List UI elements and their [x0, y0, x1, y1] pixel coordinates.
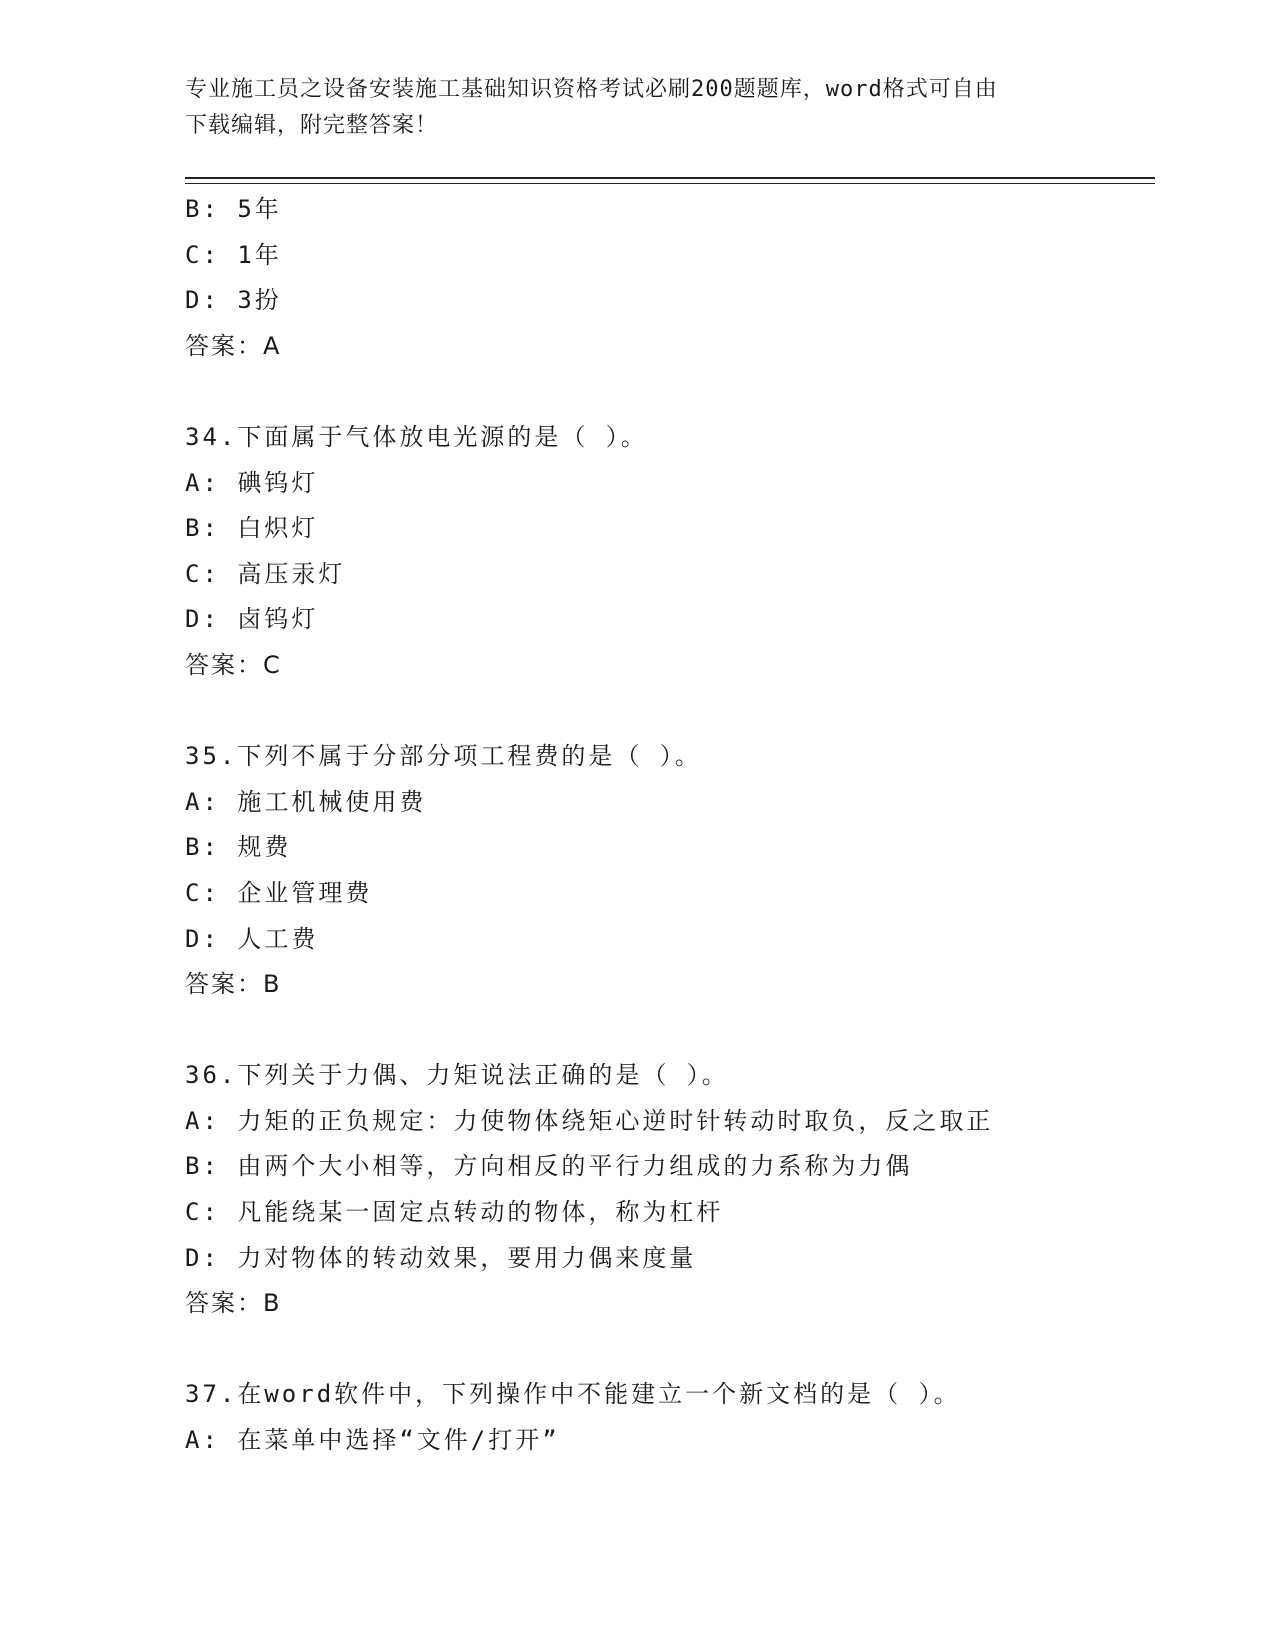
question-list — [185, 187, 1145, 1464]
question-block-35 — [185, 734, 1145, 1008]
question-title: 35.下列不属于分部分项工程费的是（ ）。 — [185, 742, 702, 771]
question-title: 34.下面属于气体放电光源的是（ ）。 — [185, 422, 648, 451]
option-d: D: 卤钨灯 — [185, 605, 319, 634]
question-fragment — [185, 187, 1145, 369]
header-title-line-2: 下载编辑，附完整答案！ — [185, 113, 439, 138]
option-c: C: 高压汞灯 — [185, 559, 346, 588]
question-block-36 — [185, 1053, 1145, 1327]
option-a: A: 力矩的正负规定：力使物体绕矩心逆时针转动时取负，反之取正 — [185, 1106, 994, 1135]
question-title: 36.下列关于力偶、力矩说法正确的是（ ）。 — [185, 1061, 729, 1090]
header-divider-thick — [185, 177, 1155, 179]
option-a: A: 碘钨灯 — [185, 468, 319, 497]
option-b: B: 5年 — [185, 195, 282, 223]
option-d: D: 力对物体的转动效果，要用力偶来度量 — [185, 1243, 697, 1272]
question-block-37 — [185, 1372, 1145, 1463]
header-title-line-1: 专业施工员之设备安装施工基础知识资格考试必刷200题题库，word格式可自由 — [185, 77, 998, 102]
document-header — [185, 72, 1065, 144]
spacer — [185, 1008, 1145, 1054]
spacer — [185, 1327, 1145, 1373]
header-divider-thin — [185, 183, 1155, 184]
spacer — [185, 369, 1145, 415]
answer-line: 答案：B — [185, 1289, 282, 1318]
option-b: B: 由两个大小相等，方向相反的平行力组成的力系称为力偶 — [185, 1152, 913, 1181]
option-c: C: 凡能绕某一固定点转动的物体，称为杠杆 — [185, 1198, 724, 1227]
option-c: C: 企业管理费 — [185, 878, 373, 907]
answer-line: 答案：B — [185, 970, 282, 999]
option-d: D: 3扮 — [185, 286, 282, 315]
option-a: A: 施工机械使用费 — [185, 787, 427, 816]
spacer — [185, 689, 1145, 735]
option-d: D: 人工费 — [185, 924, 319, 953]
question-block-34 — [185, 415, 1145, 689]
question-title: 37.在word软件中，下列操作中不能建立一个新文档的是（ ）。 — [185, 1380, 961, 1409]
answer-line: 答案：C — [185, 650, 282, 679]
option-b: B: 规费 — [185, 833, 292, 862]
option-a: A: 在菜单中选择“文件/打开” — [185, 1426, 560, 1455]
option-c: C: 1年 — [185, 240, 282, 269]
option-b: B: 白炽灯 — [185, 514, 319, 543]
answer-line: 答案：A — [185, 331, 282, 360]
